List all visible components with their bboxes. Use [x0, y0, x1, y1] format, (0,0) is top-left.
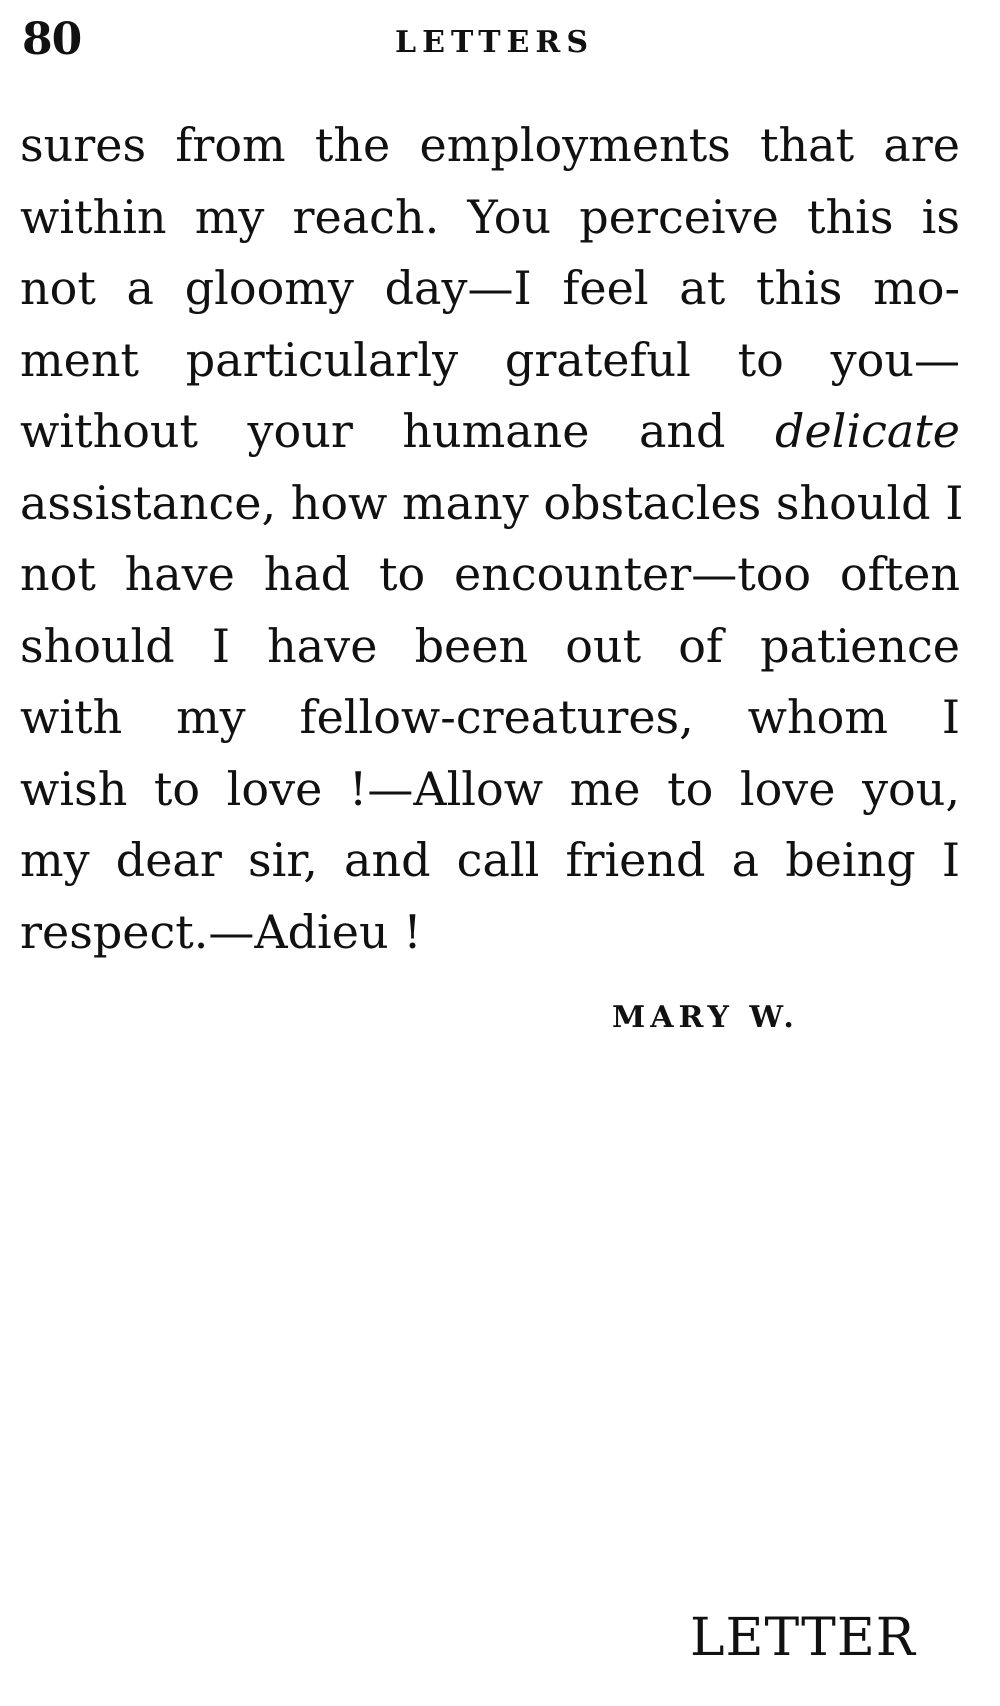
- italic-word: delicate: [775, 404, 960, 458]
- text-line: respect.—Adieu !: [20, 904, 422, 959]
- signature: MARY W.: [612, 1000, 799, 1035]
- catchword: LETTER: [690, 1608, 916, 1668]
- text-line: not have had to encounter—too often: [20, 547, 960, 601]
- text-line: ment particularly grateful to you—: [20, 332, 960, 387]
- text-line: with my fellow-creatures, whom I: [20, 690, 960, 744]
- text-line: assistance, how many obstacles should I: [20, 475, 964, 530]
- text-line-segment: without your humane and: [20, 404, 775, 458]
- text-line: not a gloomy day—I feel at this mo-: [20, 261, 960, 315]
- text-line: within my reach. You perceive this is: [20, 189, 960, 244]
- running-head: LETTERS: [395, 25, 595, 60]
- text-line: [20, 396, 960, 468]
- text-line: should I have been out of patience: [20, 618, 960, 673]
- text-line: wish to love !—Allow me to love you,: [20, 761, 960, 816]
- page-number: 80: [22, 14, 82, 65]
- text-line: sures from the employments that are: [20, 118, 960, 172]
- letter-body: [20, 110, 964, 968]
- text-line: my dear sir, and call friend a being I: [20, 833, 960, 887]
